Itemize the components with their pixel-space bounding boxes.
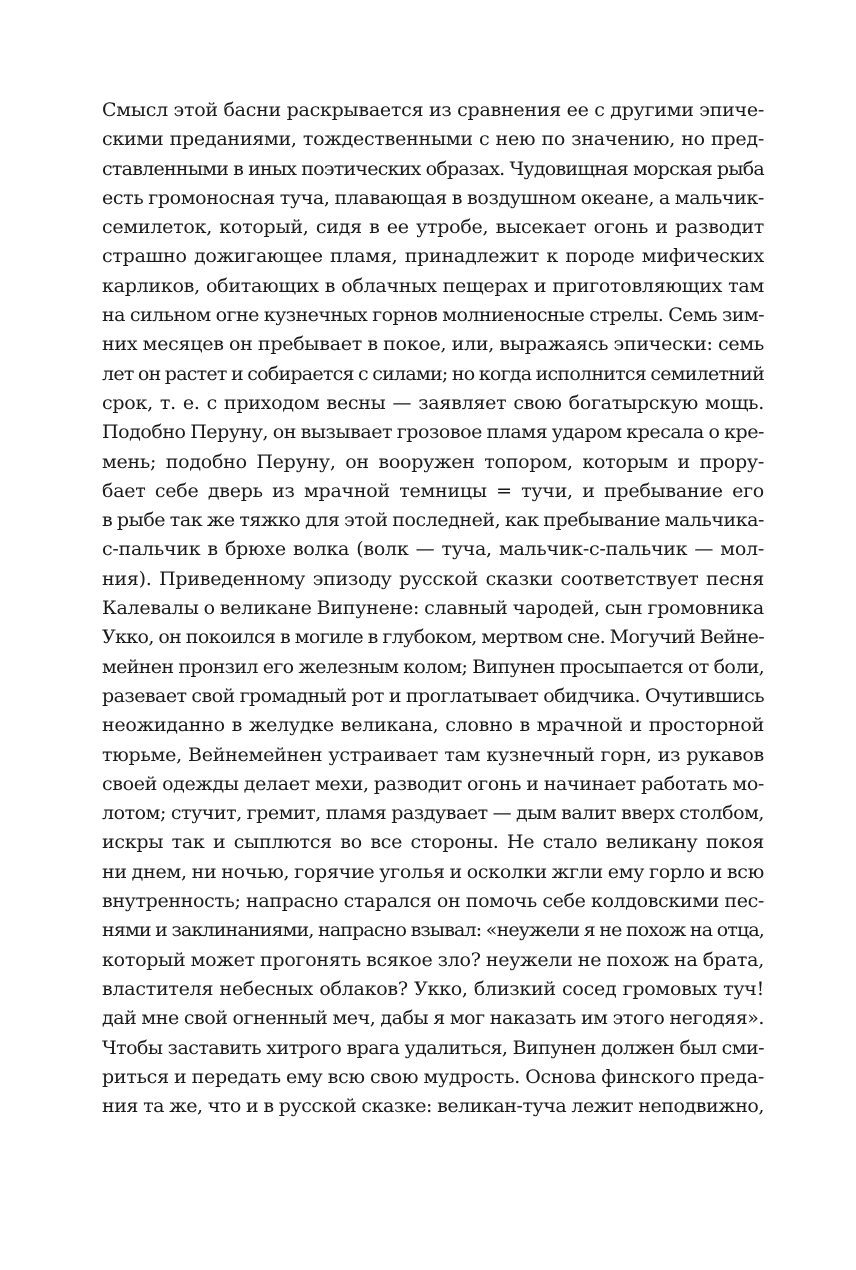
text-line: который может прогонять всякое зло? неужели не похож на брата, bbox=[102, 948, 764, 971]
text-line: Калевалы о великане Випунене: славный чародей, сын громовника bbox=[102, 597, 764, 620]
text-line: карликов, обитающих в облачных пещерах и приготовляющих там bbox=[102, 274, 764, 297]
text-line: ния та же, что и в русской сказке: великан-туча лежит неподвижно, bbox=[102, 1095, 764, 1118]
text-line: с-пальчик в брюхе волка (волк — туча, мальчик-с-пальчик — мол- bbox=[102, 538, 764, 561]
text-line: дай мне свой огненный меч, дабы я мог наказать им этого негодяя». bbox=[102, 1007, 764, 1030]
text-line: своей одежды делает мехи, разводит огонь и начинает работать мо- bbox=[102, 772, 764, 795]
text-line: бает себе дверь из мрачной темницы = тучи, и пребывание его bbox=[102, 479, 764, 502]
text-line: них месяцев он пребывает в покое, или, выражаясь эпически: семь bbox=[102, 333, 764, 356]
text-line: риться и передать ему всю свою мудрость. Основа финского преда- bbox=[102, 1065, 764, 1088]
text-line: ния). Приведенному эпизоду русской сказки соответствует песня bbox=[102, 567, 764, 590]
text-line: внутренность; напрасно старался он помочь себе колдовскими пес- bbox=[102, 890, 764, 913]
text-line: ставленными в иных поэтических образах. Чудовищная морская рыба bbox=[102, 157, 764, 180]
text-line: Смысл этой басни раскрывается из сравнения ее с другими эпиче- bbox=[102, 99, 764, 121]
text-line: есть громоносная туча, плавающая в воздушном океане, а мальчик- bbox=[102, 186, 764, 209]
text-line: срок, т. е. с приходом весны — заявляет свою богатырскую мощь. bbox=[102, 391, 764, 414]
text-line: Чтобы заставить хитрого врага удалиться, Випунен должен был сми- bbox=[102, 1036, 764, 1059]
text-line: мейнен пронзил его железным колом; Випунен просыпается от боли, bbox=[102, 655, 764, 678]
text-line: скими преданиями, тождественными с нею по значению, но пред- bbox=[102, 128, 764, 151]
text-line: в рыбе так же тяжко для этой последней, как пребывание мальчика- bbox=[102, 509, 764, 532]
text-line: Укко, он покоился в могиле в глубоком, мертвом сне. Могучий Вейне- bbox=[102, 626, 764, 649]
text-line: разевает свой громадный рот и проглатывает обидчика. Очутившись bbox=[102, 684, 764, 707]
text-line: неожиданно в желудке великана, словно в мрачной и просторной bbox=[102, 714, 764, 737]
text-line: ни днем, ни ночью, горячие уголья и осколки жгли ему горло и всю bbox=[102, 860, 764, 883]
body-text bbox=[102, 96, 764, 1121]
text-line: страшно дожигающее пламя, принадлежит к породе мифических bbox=[102, 245, 764, 268]
text-line: искры так и сыплются во все стороны. Не стало великану покоя bbox=[102, 831, 764, 854]
text-line: тюрьме, Вейнемейнен устраивает там кузнечный горн, из рукавов bbox=[102, 743, 764, 766]
text-line: властителя небесных облаков? Укко, близкий сосед громовых туч! bbox=[102, 977, 764, 1000]
text-line: семилеток, который, сидя в ее утробе, высекает огонь и разводит bbox=[102, 216, 764, 239]
text-line: мень; подобно Перуну, он вооружен топором, которым и прору- bbox=[102, 450, 764, 473]
text-line: нями и заклинаниями, напрасно взывал: «неужели я не похож на отца, bbox=[102, 919, 764, 942]
text-line: Подобно Перуну, он вызывает грозовое пламя ударом кресала о кре- bbox=[102, 421, 764, 444]
text-line: лет он растет и собирается с силами; но когда исполнится семилетний bbox=[102, 362, 764, 385]
text-line: на сильном огне кузнечных горнов молниеносные стрелы. Семь зим- bbox=[102, 304, 764, 327]
text-line: лотом; стучит, гремит, пламя раздувает — дым валит вверх столбом, bbox=[102, 802, 764, 825]
